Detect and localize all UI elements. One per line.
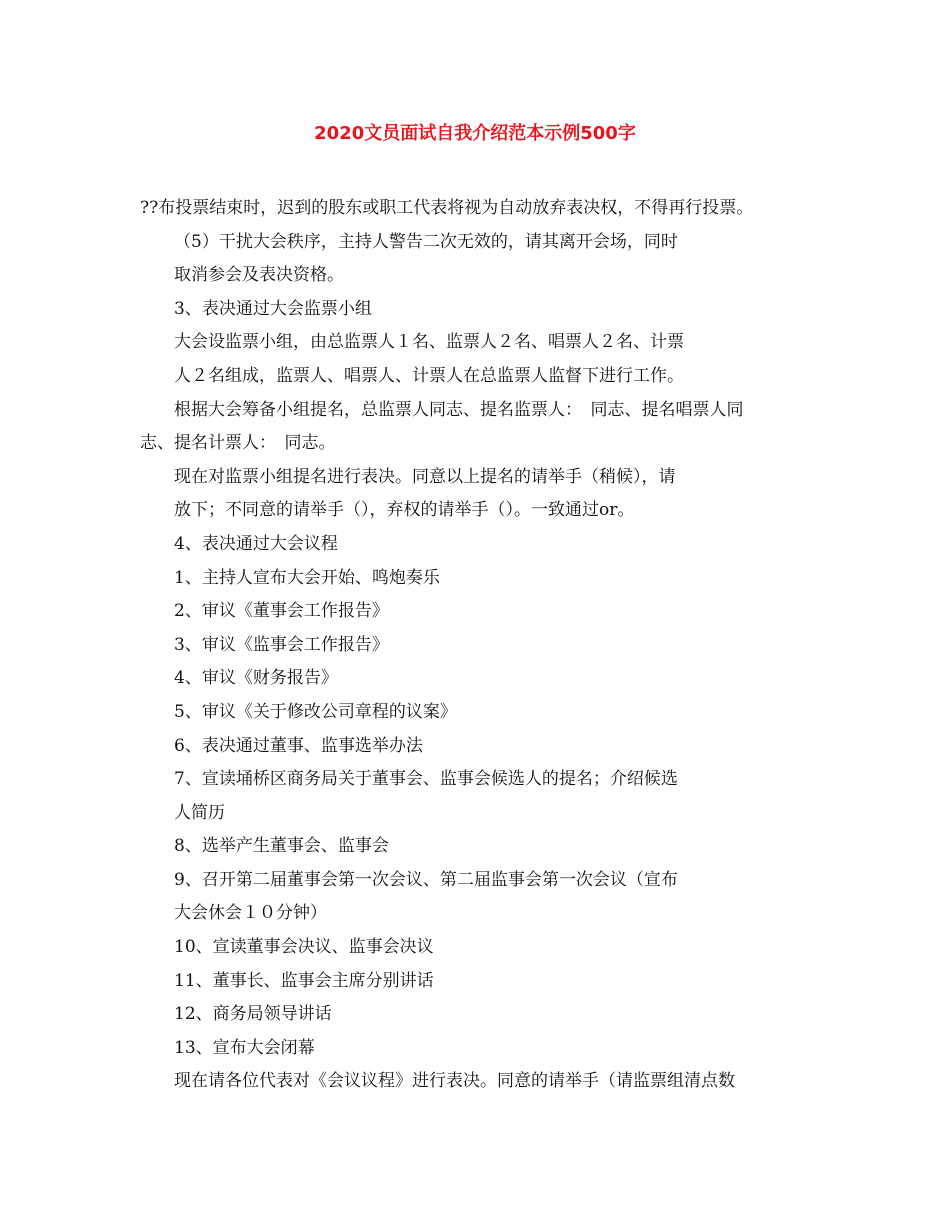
body-line: 10、宣读董事会决议、监事会决议 [174,937,434,958]
body-line: ??布投票结束时，迟到的股东或职工代表将视为自动放弃表决权，不得再行投票。 [140,198,754,218]
body-line: 4、审议《财务报告》 [174,668,338,689]
body-line: 放下；不同意的请举手（），弃权的请举手（）。一致通过or。 [174,500,635,521]
body-line: 3、审议《监事会工作报告》 [174,634,389,655]
body-line: 12、商务局领导讲话 [174,1004,332,1025]
body-line: （5）干扰大会秩序，主持人警告二次无效的，请其离开会场，同时 [174,231,678,252]
body-line: 大会休会１０分钟） [174,903,327,924]
body-line: 2、审议《董事会工作报告》 [174,601,389,622]
body-line: 13、宣布大会闭幕 [174,1037,315,1058]
body-line: 5、审议《关于修改公司章程的议案》 [174,701,457,722]
body-line: 4、表决通过大会议程 [174,533,338,554]
body-line: 7、宣读埇桥区商务局关于董事会、监事会候选人的提名；介绍候选 [174,769,678,790]
body-line: 9、召开第二届董事会第一次会议、第二届监事会第一次会议（宣布 [174,869,678,890]
body-line: 现在请各位代表对《会议议程》进行表决。同意的请举手（请监票组清点数 [174,1071,735,1092]
body-line: 志、提名计票人： 同志。 [140,433,336,454]
body-line: 现在对监票小组提名进行表决。同意以上提名的请举手（稍候），请 [174,466,676,487]
body-line: 11、董事长、监事会主席分别讲话 [174,970,434,991]
body-line: 8、选举产生董事会、监事会 [174,836,389,857]
document-body [140,192,820,1099]
body-line: 人２名组成，监票人、唱票人、计票人在总监票人监督下进行工作。 [174,365,684,386]
body-line: 取消参会及表决资格。 [174,265,344,286]
body-line: 1、主持人宣布大会开始、鸣炮奏乐 [174,567,440,588]
body-line: 大会设监票小组，由总监票人１名、监票人２名、唱票人２名、计票 [174,332,684,353]
body-line: 人简历 [174,802,225,823]
body-line: 3、表决通过大会监票小组 [174,298,372,319]
document-title: 2020文员面试自我介绍范本示例500字 [314,123,636,144]
body-line: 根据大会筹备小组提名，总监票人同志、提名监票人： 同志、提名唱票人同 [174,399,744,420]
body-line: 6、表决通过董事、监事选举办法 [174,735,423,756]
